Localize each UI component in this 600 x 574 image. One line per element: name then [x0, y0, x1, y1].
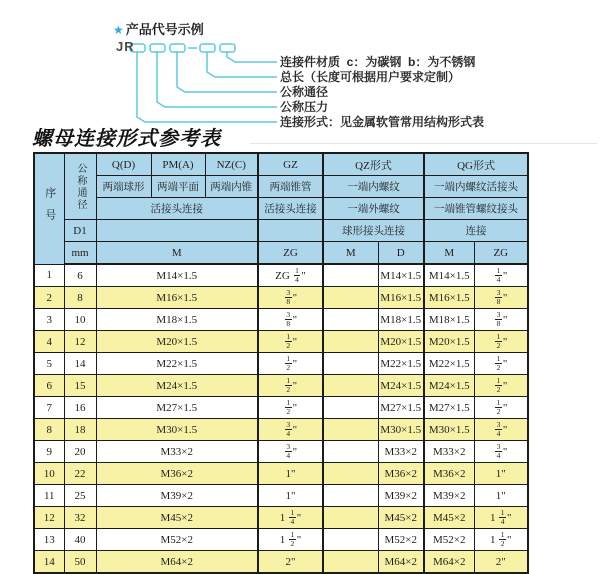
cell-qz_m: [323, 485, 378, 507]
cell-qz_m: [323, 375, 378, 397]
diagram-heading: [113, 19, 204, 38]
connector-line: [177, 52, 277, 92]
cell-mm: 18: [64, 419, 96, 441]
cell-qg_m: M20×1.5: [424, 331, 474, 353]
cell-qz_d: M18×1.5: [378, 309, 424, 331]
cell-qg_m: M16×1.5: [424, 287, 474, 309]
cell-no: 11: [34, 485, 64, 507]
cell-qz_d: M27×1.5: [378, 397, 424, 419]
cell-qz_m: [323, 287, 378, 309]
cell-m: M36×2: [96, 463, 258, 485]
table-row: [34, 264, 528, 287]
header-gz-conn: 活接头连接: [258, 198, 323, 220]
cell-qz_d: M22×1.5: [378, 353, 424, 375]
header-qz-desc1: 一端内螺纹: [323, 176, 424, 198]
header-q-desc: 两端球形: [96, 176, 151, 198]
header-union-conn: 活接头连接: [96, 198, 258, 220]
cell-zg: $\frac{1}{2}$ ": [258, 375, 323, 397]
cell-qg_zg: $\frac{1}{2}$ ": [474, 331, 528, 353]
header-qz-desc3: 球形接头连接: [323, 220, 424, 242]
table-row: [34, 463, 528, 485]
connector-line: [207, 52, 277, 77]
table-row: [34, 551, 528, 574]
cell-qz_d: M36×2: [378, 463, 424, 485]
cell-mm: 6: [64, 264, 96, 287]
cell-mm: 16: [64, 397, 96, 419]
cell-qg_zg: 1 $\frac{1}{4}$ ": [474, 507, 528, 529]
code-box: [200, 44, 215, 52]
code-prefix: JR: [116, 39, 135, 54]
table-body: [34, 264, 528, 573]
header-qz-m: M: [323, 242, 378, 265]
cell-m: M27×1.5: [96, 397, 258, 419]
header-m-wide: M: [96, 242, 258, 265]
cell-m: M30×1.5: [96, 419, 258, 441]
cell-qg_zg: $\frac{1}{2}$ ": [474, 375, 528, 397]
cell-m: M24×1.5: [96, 375, 258, 397]
cell-zg: 1 $\frac{1}{4}$ ": [258, 507, 323, 529]
cell-mm: 22: [64, 463, 96, 485]
cell-qz_d: M45×2: [378, 507, 424, 529]
code-label-length: 总长（长度可根据用户要求定制）: [280, 70, 461, 84]
cell-no: 12: [34, 507, 64, 529]
cell-zg: $\frac{3}{4}$ ": [258, 419, 323, 441]
header-qg-zg: ZG: [474, 242, 528, 265]
cell-qz_m: [323, 441, 378, 463]
cell-zg: 1 $\frac{1}{2}$ ": [258, 529, 323, 551]
diagram-heading-text: 产品代号示例: [125, 22, 204, 37]
cell-qz_m: [323, 463, 378, 485]
header-qz: QZ形式: [323, 153, 424, 176]
cell-qg_m: M39×2: [424, 485, 474, 507]
cell-zg: $\frac{1}{2}$ ": [258, 397, 323, 419]
header-gz: GZ: [258, 153, 323, 176]
cell-zg: $\frac{3}{8}$ ": [258, 309, 323, 331]
header-qz-desc2: 一端外螺纹: [323, 198, 424, 220]
header-qg-m: M: [424, 242, 474, 265]
header-nominal-dia: 公称通径: [64, 153, 96, 220]
cell-m: M16×1.5: [96, 287, 258, 309]
cell-qg_m: M27×1.5: [424, 397, 474, 419]
cell-qg_zg: 1 $\frac{1}{2}$ ": [474, 529, 528, 551]
cell-qz_d: M20×1.5: [378, 331, 424, 353]
cell-mm: 15: [64, 375, 96, 397]
cell-no: 5: [34, 353, 64, 375]
header-seq-no: 序号: [34, 153, 64, 264]
cell-no: 9: [34, 441, 64, 463]
table-row: [34, 485, 528, 507]
cell-qg_m: M64×2: [424, 551, 474, 574]
code-box: [220, 44, 235, 52]
connector-line: [227, 52, 277, 62]
header-qg-desc1: 一端内螺纹活接头: [424, 176, 528, 198]
cell-no: 3: [34, 309, 64, 331]
cell-zg: $\frac{3}{4}$ ": [258, 441, 323, 463]
table-row: [34, 507, 528, 529]
table-header: [34, 153, 528, 264]
cell-qg_zg: 1": [474, 485, 528, 507]
table-row: [34, 529, 528, 551]
cell-qz_d: M24×1.5: [378, 375, 424, 397]
cell-no: 6: [34, 375, 64, 397]
header-qg-desc3: 连接: [424, 220, 528, 242]
cell-mm: 32: [64, 507, 96, 529]
header-qz-d: D: [378, 242, 424, 265]
cell-no: 13: [34, 529, 64, 551]
code-label-material: 连接件材质 c：为碳钢 b：为不锈钢: [280, 55, 476, 69]
cell-m: M14×1.5: [96, 264, 258, 287]
cell-qz_m: [323, 419, 378, 441]
cell-qg_zg: $\frac{3}{8}$ ": [474, 309, 528, 331]
cell-no: 4: [34, 331, 64, 353]
cell-mm: 25: [64, 485, 96, 507]
cell-qz_d: M39×2: [378, 485, 424, 507]
cell-no: 7: [34, 397, 64, 419]
cell-no: 8: [34, 419, 64, 441]
cell-qz_d: M14×1.5: [378, 264, 424, 287]
header-pm: PM(A): [151, 153, 205, 176]
header-pm-desc: 两端平面: [151, 176, 205, 198]
cell-qz_d: M16×1.5: [378, 287, 424, 309]
cell-qz_m: [323, 353, 378, 375]
table-row: [34, 419, 528, 441]
header-qg: QG形式: [424, 153, 528, 176]
cell-zg: ZG $\frac{1}{4}$ ": [258, 264, 323, 287]
header-q: Q(D): [96, 153, 151, 176]
cell-qg_m: M14×1.5: [424, 264, 474, 287]
table-row: [34, 309, 528, 331]
cell-m: M33×2: [96, 441, 258, 463]
cell-m: M18×1.5: [96, 309, 258, 331]
cell-qg_m: M24×1.5: [424, 375, 474, 397]
cell-m: M64×2: [96, 551, 258, 574]
cell-qg_m: M52×2: [424, 529, 474, 551]
table-row: [34, 397, 528, 419]
cell-mm: 12: [64, 331, 96, 353]
code-box: [170, 44, 185, 52]
cell-qz_m: [323, 551, 378, 574]
cell-qg_m: M33×2: [424, 441, 474, 463]
faint-rule: [250, 143, 597, 144]
cell-qg_m: M30×1.5: [424, 419, 474, 441]
cell-qz_m: [323, 529, 378, 551]
code-label-pressure: 公称压力: [280, 100, 329, 114]
cell-zg: $\frac{3}{8}$ ": [258, 287, 323, 309]
table-row: [34, 353, 528, 375]
cell-zg: 2": [258, 551, 323, 574]
cell-m: M22×1.5: [96, 353, 258, 375]
code-box: [150, 44, 165, 52]
cell-qg_zg: $\frac{1}{2}$ ": [474, 353, 528, 375]
cell-m: M52×2: [96, 529, 258, 551]
cell-zg: $\frac{1}{2}$ ": [258, 331, 323, 353]
star-icon: ★: [113, 23, 124, 37]
header-blank-gz: [258, 220, 323, 242]
header-mm: mm: [64, 242, 96, 265]
cell-qz_d: M33×2: [378, 441, 424, 463]
cell-qg_zg: 2": [474, 551, 528, 574]
cell-no: 10: [34, 463, 64, 485]
cell-qz_d: M30×1.5: [378, 419, 424, 441]
header-d1: D1: [64, 220, 96, 242]
cell-m: M20×1.5: [96, 331, 258, 353]
connector-line: [157, 52, 277, 107]
cell-qg_m: M45×2: [424, 507, 474, 529]
cell-mm: 40: [64, 529, 96, 551]
header-nz-desc: 两端内锥: [205, 176, 258, 198]
cell-qg_zg: $\frac{1}{4}$ ": [474, 264, 528, 287]
header-zg: ZG: [258, 242, 323, 265]
header-nz: NZ(C): [205, 153, 258, 176]
table-row: [34, 287, 528, 309]
cell-qz_m: [323, 507, 378, 529]
cell-qg_m: M22×1.5: [424, 353, 474, 375]
cell-mm: 14: [64, 353, 96, 375]
table-row: [34, 375, 528, 397]
table-row: [34, 441, 528, 463]
cell-qz_m: [323, 331, 378, 353]
cell-m: M39×2: [96, 485, 258, 507]
header-gz-desc: 两端锥管: [258, 176, 323, 198]
cell-mm: 20: [64, 441, 96, 463]
nut-connection-table: [33, 152, 529, 574]
header-qg-desc2: 一端锥管螺纹接头: [424, 198, 528, 220]
cell-qz_d: M64×2: [378, 551, 424, 574]
cell-qg_zg: $\frac{1}{2}$ ": [474, 397, 528, 419]
cell-no: 2: [34, 287, 64, 309]
cell-qz_m: [323, 264, 378, 287]
code-label-connection: 连接形式：见金属软管常用结构形式表: [280, 115, 485, 129]
header-blank-left: [96, 220, 258, 242]
cell-qg_m: M18×1.5: [424, 309, 474, 331]
cell-qg_zg: $\frac{3}{4}$ ": [474, 419, 528, 441]
cell-zg: 1": [258, 463, 323, 485]
table-row: [34, 331, 528, 353]
cell-qg_zg: $\frac{3}{8}$ ": [474, 287, 528, 309]
cell-qz_m: [323, 397, 378, 419]
cell-no: 14: [34, 551, 64, 574]
cell-qz_d: M52×2: [378, 529, 424, 551]
cell-mm: 8: [64, 287, 96, 309]
cell-qz_m: [323, 309, 378, 331]
code-label-diameter: 公称通径: [280, 85, 329, 99]
cell-m: M45×2: [96, 507, 258, 529]
cell-qg_m: M36×2: [424, 463, 474, 485]
cell-zg: 1": [258, 485, 323, 507]
cell-mm: 10: [64, 309, 96, 331]
cell-no: 1: [34, 264, 64, 287]
cell-zg: $\frac{1}{2}$ ": [258, 353, 323, 375]
cell-qg_zg: 1": [474, 463, 528, 485]
cell-qg_zg: $\frac{3}{4}$ ": [474, 441, 528, 463]
cell-mm: 50: [64, 551, 96, 574]
table-title: 螺母连接形式参考表: [32, 126, 221, 150]
